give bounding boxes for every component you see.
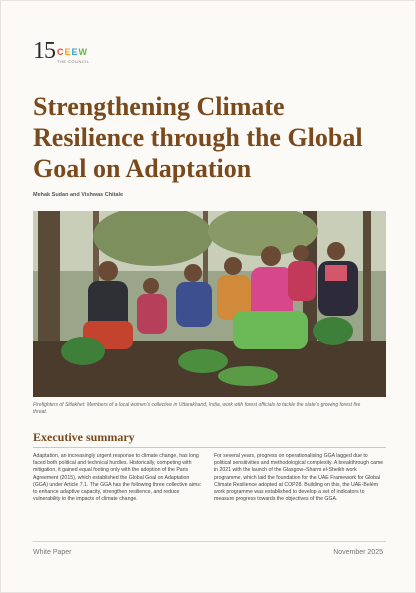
logo-tagline: THE COUNCIL [57, 59, 90, 64]
cover-photo [33, 211, 386, 397]
publication-date: November 2025 [333, 549, 383, 556]
photo-caption: Firefighters of Sitlakhet: Members of a local women's collective in Uttarakhand, India, work with forest officials to tackle the state's growing forest fire threat. [33, 402, 361, 415]
document-title: Strengthening Climate Resilience through the Global Goal on Adaptation [33, 92, 363, 183]
summary-left-column: Adaptation, an increasingly urgent response to climate change, has long faced both political and technical hurdles. Historically, competing with mitigation, it gained equal footing only with the adoption of the Paris Agreement (2015), which established the Global Goal on Adaptation (GGA) under Article 7.1. The GGA has the following three collective aims: to enhance adaptive capacity, strengthen resilience, and reduce vulnerability to the impacts of climate change. [33, 453, 202, 503]
summary-right-column: For several years, progress on operationalising GGA lagged due to political sensitivities and methodological complexity. A breakthrough came in 2021 with the launch of the Glasgow–Sharm el-Sheikh work programme, which laid the foundation for the UAE Framework for Global Climate Resilience adopted at COP28. Building on this, the UAE-Belém work programme was established to develop a set of indicators to measure progress towards the objectives of the GGA. [214, 453, 384, 503]
logo-letter: E [71, 47, 78, 57]
footer-divider [33, 541, 386, 542]
document-type: White Paper [33, 549, 72, 556]
logo-letter: E [64, 47, 71, 57]
logo-letter: W [78, 47, 88, 57]
ceew-logo [33, 39, 90, 64]
logo-letters [57, 47, 90, 57]
authors: Mehak Sudan and Vishwas Chitale [33, 192, 124, 198]
logo-number: 15 [33, 38, 55, 64]
logo-letter: C [57, 47, 64, 57]
divider [33, 447, 386, 448]
section-heading: Executive summary [33, 430, 135, 444]
